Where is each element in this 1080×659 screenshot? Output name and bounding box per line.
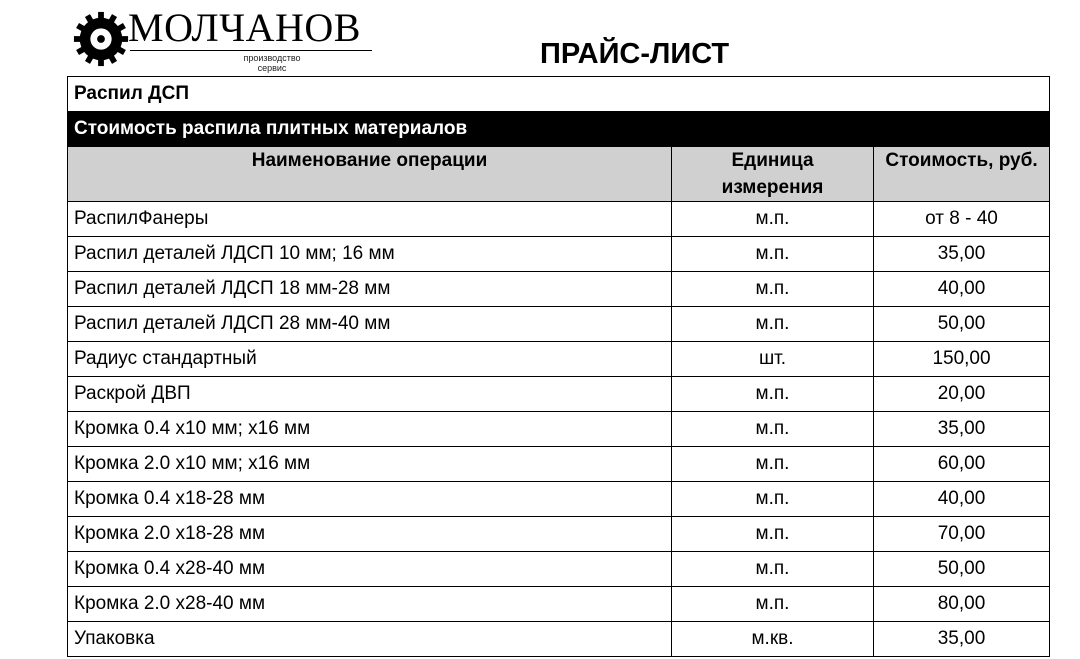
column-header-price: Стоимость, руб. xyxy=(874,147,1050,202)
row-unit: м.п. xyxy=(672,272,874,307)
column-header-unit: Единица измерения xyxy=(672,147,874,202)
row-unit: м.п. xyxy=(672,237,874,272)
row-price: 35,00 xyxy=(874,412,1050,447)
row-price: 80,00 xyxy=(874,587,1050,622)
row-unit: м.п. xyxy=(672,447,874,482)
table-row xyxy=(68,622,1050,657)
row-unit: м.п. xyxy=(672,202,874,237)
row-name: Кромка 0.4 х18-28 мм xyxy=(68,482,672,517)
row-name: Кромка 0.4 х10 мм; х16 мм xyxy=(68,412,672,447)
row-unit: м.кв. xyxy=(672,622,874,657)
row-price: 40,00 xyxy=(874,272,1050,307)
row-name: Кромка 2.0 х18-28 мм xyxy=(68,517,672,552)
row-name: Кромка 0.4 х28-40 мм xyxy=(68,552,672,587)
table-row xyxy=(68,587,1050,622)
table-row xyxy=(68,552,1050,587)
table-row xyxy=(68,412,1050,447)
row-price: 60,00 xyxy=(874,447,1050,482)
row-name: Распил деталей ЛДСП 10 мм; 16 мм xyxy=(68,237,672,272)
table-row xyxy=(68,517,1050,552)
logo-sub-line1: производство xyxy=(243,53,301,63)
table-row xyxy=(68,272,1050,307)
row-unit: м.п. xyxy=(672,587,874,622)
row-price: 40,00 xyxy=(874,482,1050,517)
row-price: 70,00 xyxy=(874,517,1050,552)
table-row xyxy=(68,342,1050,377)
row-name: Распил деталей ЛДСП 28 мм-40 мм xyxy=(68,307,672,342)
row-name: РаспилФанеры xyxy=(68,202,672,237)
row-unit: м.п. xyxy=(672,307,874,342)
row-unit: м.п. xyxy=(672,412,874,447)
price-table xyxy=(67,76,1050,657)
table-header xyxy=(68,147,1050,202)
row-name: Радиус стандартный xyxy=(68,342,672,377)
row-unit: м.п. xyxy=(672,482,874,517)
row-name: Кромка 2.0 х28-40 мм xyxy=(68,587,672,622)
row-name: Упаковка xyxy=(68,622,672,657)
row-price: 20,00 xyxy=(874,377,1050,412)
row-name: Распил деталей ЛДСП 18 мм-28 мм xyxy=(68,272,672,307)
subsection-title: Стоимость распила плитных материалов xyxy=(68,112,874,147)
section-title: Распил ДСП xyxy=(68,77,1050,112)
row-unit: м.п. xyxy=(672,552,874,587)
row-price: 35,00 xyxy=(874,237,1050,272)
row-unit: м.п. xyxy=(672,517,874,552)
row-name: Кромка 2.0 х10 мм; х16 мм xyxy=(68,447,672,482)
table-row xyxy=(68,307,1050,342)
logo-rule xyxy=(130,50,372,51)
logo-name: МОЛЧАНОВ xyxy=(128,5,361,50)
subsection-tail xyxy=(874,112,1050,147)
company-logo xyxy=(72,5,372,78)
table-row xyxy=(68,377,1050,412)
row-unit: шт. xyxy=(672,342,874,377)
row-price: от 8 - 40 xyxy=(874,202,1050,237)
table-row xyxy=(68,447,1050,482)
gear-icon xyxy=(72,10,130,68)
table-row xyxy=(68,482,1050,517)
logo-sub-line2: сервис xyxy=(257,63,287,73)
subsection-row xyxy=(68,112,1050,147)
column-header-name: Наименование операции xyxy=(68,147,672,202)
page-title: ПРАЙС-ЛИСТ xyxy=(540,38,730,70)
row-price: 150,00 xyxy=(874,342,1050,377)
row-price: 50,00 xyxy=(874,307,1050,342)
row-price: 35,00 xyxy=(874,622,1050,657)
table-row xyxy=(68,202,1050,237)
row-unit: м.п. xyxy=(672,377,874,412)
row-price: 50,00 xyxy=(874,552,1050,587)
logo-subtitle xyxy=(217,53,327,73)
table-row xyxy=(68,237,1050,272)
row-name: Раскрой ДВП xyxy=(68,377,672,412)
section-row xyxy=(68,77,1050,112)
